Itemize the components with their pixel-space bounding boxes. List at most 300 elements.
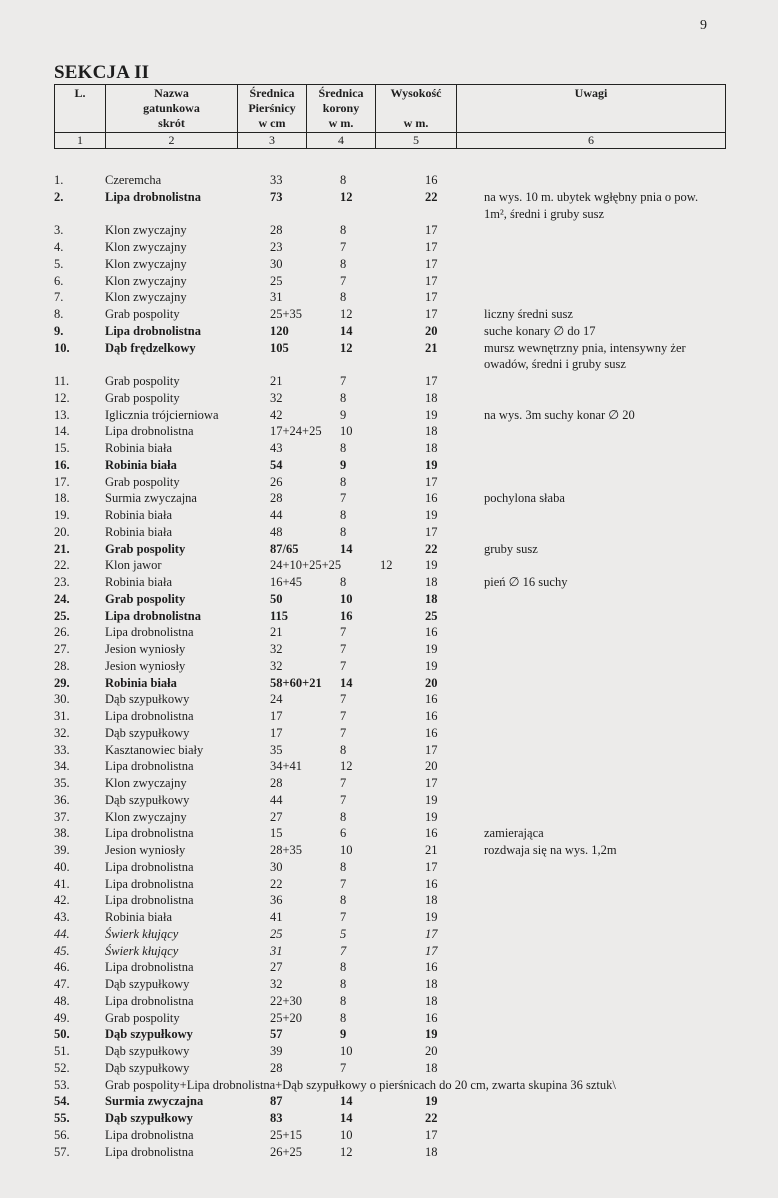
tree-height: 16 [425, 709, 438, 723]
species-name: Jesion wyniosły [105, 642, 186, 656]
species-name: Jesion wyniosły [105, 658, 186, 673]
row-number: 2. [54, 189, 64, 204]
table-row [0, 892, 778, 909]
trunk-diameter: 34+41 [270, 759, 303, 774]
row-number: 18. [54, 491, 70, 506]
species-name: Lipa drobnolistna [105, 859, 194, 874]
trunk-diameter: 24 [270, 692, 283, 707]
species-name: Robinia biała [105, 910, 172, 924]
table-row [0, 541, 778, 558]
crown-diameter: 14 [340, 675, 353, 690]
remarks: zamierająca [484, 826, 544, 841]
remarks: pień ∅ 16 suchy [484, 575, 568, 589]
species-name: Lipa drobnolistna [105, 625, 194, 640]
crown-diameter: 7 [340, 625, 347, 640]
crown-diameter: 8 [340, 508, 347, 522]
species-name: Czeremcha [105, 173, 162, 187]
tree-height: 19 [425, 558, 438, 573]
table-row [0, 172, 778, 189]
crown-diameter: 14 [340, 1111, 353, 1125]
table-row [0, 708, 778, 725]
trunk-diameter: 28 [270, 223, 283, 238]
species-name: Lipa drobnolistna [105, 893, 194, 908]
tree-height: 19 [425, 642, 438, 656]
tree-height: 18 [425, 977, 438, 991]
tree-height: 16 [425, 173, 438, 187]
trunk-diameter: 42 [270, 407, 283, 422]
header-korona-line: Średnica [318, 86, 364, 100]
trunk-diameter: 28 [270, 491, 283, 506]
crown-diameter: 8 [340, 173, 347, 187]
table-row [0, 323, 778, 340]
species-name: Robinia biała [105, 441, 172, 455]
crown-diameter: 8 [340, 524, 347, 539]
tree-height: 18 [425, 1144, 438, 1159]
species-name: Klon zwyczajny [105, 223, 187, 238]
species-name: Lipa drobnolistna [105, 424, 194, 439]
species-name: Klon zwyczajny [105, 256, 187, 271]
crown-diameter: 7 [340, 943, 347, 958]
tree-height: 18 [425, 390, 438, 405]
table-row [0, 926, 778, 943]
table-row [0, 775, 778, 792]
tree-height: 17 [425, 256, 438, 271]
crown-diameter: 8 [340, 742, 347, 757]
tree-height: 16 [425, 491, 438, 506]
table-row [0, 440, 778, 457]
species-name: Świerk kłujący [105, 926, 179, 941]
crown-diameter: 7 [340, 658, 347, 673]
crown-diameter: 10 [340, 1127, 353, 1142]
trunk-diameter: 25 [270, 273, 283, 288]
trunk-diameter: 25+35 [270, 307, 303, 321]
crown-diameter: 7 [340, 776, 347, 790]
species-name: Lipa drobnolistna [105, 709, 194, 723]
species-name: Klon zwyczajny [105, 776, 187, 790]
species-name: Dąb frędzelkowy [105, 340, 196, 355]
species-name: Grab pospolity [105, 591, 186, 606]
table-row [0, 792, 778, 809]
row-number: 24. [54, 591, 70, 606]
header-korona-line: korony [322, 101, 360, 115]
species-name: Dąb szypułkowy [105, 725, 190, 740]
species-name: Lipa drobnolistna [105, 608, 201, 623]
crown-diameter: 7 [340, 876, 347, 891]
trunk-diameter: 26 [270, 474, 283, 489]
trunk-diameter: 35 [270, 742, 283, 757]
table-row [0, 340, 778, 374]
row-number: 15. [54, 441, 70, 455]
tree-height: 16 [425, 692, 438, 707]
tree-height: 22 [425, 541, 438, 556]
row-number: 19. [54, 508, 70, 522]
trunk-diameter: 28 [270, 776, 283, 790]
row-number: 39. [54, 843, 70, 857]
species-name: Dąb szypułkowy [105, 1060, 190, 1075]
trunk-diameter: 87 [270, 1094, 283, 1109]
row-note-full: Grab pospolity+Lipa drobnolistna+Dąb szypułkowy o pierśnicach do 20 cm, zwarta skupina 36 sztuk\ [105, 1077, 616, 1092]
table-row [0, 507, 778, 524]
row-number: 11. [54, 374, 70, 388]
row-number: 51. [54, 1044, 70, 1058]
tree-height: 17 [425, 1127, 438, 1142]
species-name: Klon zwyczajny [105, 290, 187, 305]
tree-height: 21 [425, 843, 438, 857]
table-row [0, 457, 778, 474]
trunk-diameter: 41 [270, 910, 283, 924]
header-wysokosc [376, 85, 457, 133]
trunk-diameter: 17 [270, 725, 283, 740]
trunk-diameter: 44 [270, 792, 283, 807]
crown-diameter: 8 [340, 893, 347, 908]
species-name: Klon jawor [105, 558, 162, 573]
species-name: Klon zwyczajny [105, 273, 187, 288]
row-number: 35. [54, 776, 70, 790]
table-row [0, 825, 778, 842]
row-number: 49. [54, 1010, 70, 1025]
species-name: Grab pospolity [105, 374, 180, 388]
tree-height: 16 [425, 876, 438, 891]
tree-height: 18 [425, 441, 438, 455]
crown-diameter: 10 [340, 591, 353, 606]
table-row [0, 222, 778, 239]
table-row [0, 675, 778, 692]
table-row [0, 624, 778, 641]
crown-diameter: 12 [380, 558, 393, 573]
species-name: Robinia biała [105, 575, 172, 589]
table-row [0, 474, 778, 491]
tree-height: 16 [425, 725, 438, 740]
header-wysokosc-line: Wysokość [390, 86, 442, 100]
crown-diameter: 8 [340, 1010, 347, 1025]
header-piersnica-line: Średnica [249, 86, 295, 100]
table-row [0, 1026, 778, 1043]
species-name: Iglicznia trójcierniowa [105, 407, 219, 422]
table-row [0, 758, 778, 775]
table-row [0, 859, 778, 876]
table-row [0, 1127, 778, 1144]
species-name: Lipa drobnolistna [105, 1144, 194, 1159]
table-row [0, 524, 778, 541]
header-nazwa-line: gatunkowa [143, 101, 200, 115]
header-num: 4 [307, 133, 376, 149]
tree-height: 17 [425, 776, 438, 790]
trunk-diameter: 32 [270, 977, 283, 991]
crown-diameter: 7 [340, 374, 347, 388]
table-row [0, 725, 778, 742]
species-name: Robinia biała [105, 524, 172, 539]
trunk-diameter: 21 [270, 374, 283, 388]
crown-diameter: 9 [340, 457, 347, 472]
crown-diameter: 7 [340, 491, 347, 506]
crown-diameter: 6 [340, 826, 347, 841]
species-name: Lipa drobnolistna [105, 189, 201, 204]
row-number: 25. [54, 608, 70, 623]
crown-diameter: 7 [340, 642, 347, 656]
tree-height: 19 [425, 809, 438, 824]
tree-height: 19 [425, 508, 438, 522]
row-number: 34. [54, 759, 70, 774]
tree-height: 21 [425, 340, 438, 355]
row-number: 38. [54, 826, 70, 841]
species-name: Dąb szypułkowy [105, 692, 190, 707]
species-name: Świerk kłujący [105, 943, 179, 958]
crown-diameter: 12 [340, 759, 353, 774]
row-number: 3. [54, 223, 64, 238]
species-name: Grab pospolity [105, 390, 180, 405]
row-number: 48. [54, 993, 70, 1008]
remarks: suche konary ∅ do 17 [484, 323, 596, 338]
trunk-diameter: 15 [270, 826, 283, 841]
species-name: Jesion wyniosły [105, 843, 186, 857]
crown-diameter: 9 [340, 407, 347, 422]
crown-diameter: 8 [340, 977, 347, 991]
tree-height: 25 [425, 608, 438, 623]
table-row [0, 842, 778, 859]
tree-height: 18 [425, 591, 438, 606]
row-number: 54. [54, 1094, 70, 1109]
trunk-diameter: 36 [270, 893, 283, 908]
crown-diameter: 12 [340, 307, 353, 321]
row-number: 13. [54, 407, 70, 422]
tree-height: 16 [425, 960, 438, 975]
crown-diameter: 8 [340, 290, 347, 305]
header-num: 5 [376, 133, 457, 149]
tree-height: 17 [425, 926, 438, 941]
tree-height: 18 [425, 1060, 438, 1075]
section-title: SEKCJA II [54, 62, 150, 83]
trunk-diameter: 22 [270, 876, 283, 891]
trunk-diameter: 50 [270, 591, 283, 606]
row-number: 57. [54, 1144, 70, 1159]
species-name: Robinia biała [105, 508, 172, 522]
tree-height: 16 [425, 1010, 438, 1025]
remarks: na wys. 10 m. ubytek wgłębny pnia o pow. 1m², średni i gruby susz [484, 189, 699, 221]
remarks: na wys. 3m suchy konar ∅ 20 [484, 407, 635, 422]
remarks: pochylona słaba [484, 491, 565, 506]
crown-diameter: 8 [340, 223, 347, 238]
header-lp: L. [55, 85, 106, 133]
row-number: 43. [54, 910, 70, 924]
crown-diameter: 12 [340, 189, 353, 204]
tree-height: 19 [425, 457, 438, 472]
trunk-diameter: 26+25 [270, 1144, 303, 1159]
row-number: 1. [54, 173, 64, 187]
trunk-diameter: 17+24+25 [270, 424, 322, 439]
species-name: Lipa drobnolistna [105, 759, 194, 774]
trunk-diameter: 44 [270, 508, 283, 522]
tree-height: 16 [425, 625, 438, 640]
tree-height: 17 [425, 859, 438, 874]
header-piersnica-line: Pierśnicy [248, 101, 296, 115]
row-number: 40. [54, 859, 70, 874]
table-row [0, 976, 778, 993]
header-wysokosc-line: w m. [403, 116, 429, 130]
trunk-diameter: 27 [270, 960, 283, 975]
crown-diameter: 7 [340, 692, 347, 707]
table-row [0, 658, 778, 675]
header-korona-line: w m. [328, 116, 354, 130]
header-nazwa-line: Nazwa [154, 86, 189, 100]
crown-diameter: 14 [340, 1094, 353, 1109]
row-number: 29. [54, 675, 70, 690]
crown-diameter: 7 [340, 910, 347, 924]
species-name: Surmia zwyczajna [105, 1094, 204, 1109]
trunk-diameter: 73 [270, 189, 283, 204]
row-number: 20. [54, 524, 70, 539]
tree-height: 19 [425, 407, 438, 422]
crown-diameter: 12 [340, 1144, 353, 1159]
crown-diameter: 14 [340, 323, 353, 338]
table-row [0, 407, 778, 424]
trunk-diameter: 27 [270, 809, 283, 824]
remarks: gruby susz [484, 541, 538, 556]
header-table [54, 84, 726, 149]
species-name: Dąb szypułkowy [105, 1111, 193, 1125]
trunk-diameter: 31 [270, 290, 283, 305]
trunk-diameter: 31 [270, 943, 283, 958]
trunk-diameter: 83 [270, 1111, 283, 1125]
trunk-diameter: 32 [270, 658, 283, 673]
tree-height: 19 [425, 792, 438, 807]
crown-diameter: 8 [340, 441, 347, 455]
header-nazwa [106, 85, 238, 133]
row-number: 4. [54, 240, 64, 254]
trunk-diameter: 54 [270, 457, 283, 472]
row-number: 30. [54, 692, 70, 707]
trunk-diameter: 24+10+25+25 [270, 558, 342, 573]
tree-height: 17 [425, 374, 438, 388]
row-number: 45. [54, 943, 70, 958]
table-row [0, 809, 778, 826]
crown-diameter: 7 [340, 1060, 347, 1075]
trunk-diameter: 87/65 [270, 541, 299, 556]
table-row [0, 641, 778, 658]
crown-diameter: 8 [340, 809, 347, 824]
trunk-diameter: 32 [270, 390, 283, 405]
tree-height: 17 [425, 742, 438, 757]
tree-height: 17 [425, 307, 438, 321]
table-row [0, 390, 778, 407]
row-number: 12. [54, 390, 70, 405]
tree-height: 22 [425, 189, 438, 204]
tree-height: 17 [425, 474, 438, 489]
row-number: 42. [54, 893, 70, 908]
row-number: 28. [54, 658, 70, 673]
page-number: 9 [700, 18, 707, 33]
row-number: 14. [54, 424, 70, 439]
tree-height: 19 [425, 1094, 438, 1109]
tree-height: 17 [425, 290, 438, 305]
species-name: Lipa drobnolistna [105, 826, 194, 841]
row-number: 37. [54, 809, 70, 824]
table-row [0, 557, 778, 574]
row-number: 26. [54, 625, 70, 640]
table-row [0, 591, 778, 608]
remarks: rozdwaja się na wys. 1,2m [484, 843, 617, 857]
crown-diameter: 8 [340, 960, 347, 975]
row-number: 9. [54, 323, 64, 338]
trunk-diameter: 43 [270, 441, 283, 455]
row-number: 7. [54, 290, 64, 305]
row-number: 16. [54, 457, 70, 472]
table-row [0, 742, 778, 759]
row-number: 8. [54, 307, 64, 321]
species-name: Dąb szypułkowy [105, 1044, 190, 1058]
trunk-diameter: 39 [270, 1044, 283, 1058]
tree-height: 17 [425, 943, 438, 958]
header-num: 1 [55, 133, 106, 149]
trunk-diameter: 25+20 [270, 1010, 303, 1025]
table-row [0, 273, 778, 290]
table-row [0, 1110, 778, 1127]
tree-height: 19 [425, 910, 438, 924]
species-name: Lipa drobnolistna [105, 960, 194, 975]
header-num: 3 [238, 133, 307, 149]
row-number: 46. [54, 960, 70, 975]
species-name: Klon zwyczajny [105, 240, 187, 254]
row-number: 23. [54, 575, 70, 589]
remarks: liczny średni susz [484, 307, 573, 321]
species-name: Grab pospolity [105, 1010, 180, 1025]
row-number: 33. [54, 742, 70, 757]
header-uwagi: Uwagi [457, 85, 726, 133]
row-number: 10. [54, 340, 70, 355]
species-name: Lipa drobnolistna [105, 1127, 194, 1142]
species-name: Robinia biała [105, 457, 177, 472]
table-row [0, 1043, 778, 1060]
header-num: 2 [106, 133, 238, 149]
row-number: 22. [54, 558, 70, 573]
crown-diameter: 7 [340, 709, 347, 723]
header-piersnica-line: w cm [258, 116, 286, 130]
table-row [0, 876, 778, 893]
tree-height: 17 [425, 524, 438, 539]
table-row [0, 256, 778, 273]
row-number: 47. [54, 977, 70, 991]
row-number: 31. [54, 709, 70, 723]
tree-height: 22 [425, 1111, 438, 1125]
row-number: 6. [54, 273, 64, 288]
species-name: Dąb szypułkowy [105, 792, 190, 807]
table-row [0, 993, 778, 1010]
row-number: 5. [54, 256, 64, 271]
crown-diameter: 8 [340, 474, 347, 489]
header-nazwa-line: skrót [158, 116, 185, 130]
tree-height: 17 [425, 273, 438, 288]
crown-diameter: 7 [340, 240, 347, 254]
table-row [0, 959, 778, 976]
trunk-diameter: 28 [270, 1060, 283, 1075]
trunk-diameter: 28+35 [270, 843, 303, 857]
trunk-diameter: 22+30 [270, 993, 303, 1008]
table-row [0, 1093, 778, 1110]
table-row [0, 608, 778, 625]
tree-height: 20 [425, 675, 438, 690]
trunk-diameter: 58+60+21 [270, 675, 322, 690]
crown-diameter: 16 [340, 608, 353, 623]
crown-diameter: 7 [340, 792, 347, 807]
header-korona [307, 85, 376, 133]
table-row [0, 1010, 778, 1027]
row-number: 41. [54, 876, 70, 891]
tree-height: 20 [425, 1044, 438, 1058]
crown-diameter: 8 [340, 859, 347, 874]
trunk-diameter: 30 [270, 256, 283, 271]
trunk-diameter: 57 [270, 1027, 283, 1042]
table-row [0, 289, 778, 306]
crown-diameter: 8 [340, 390, 347, 405]
